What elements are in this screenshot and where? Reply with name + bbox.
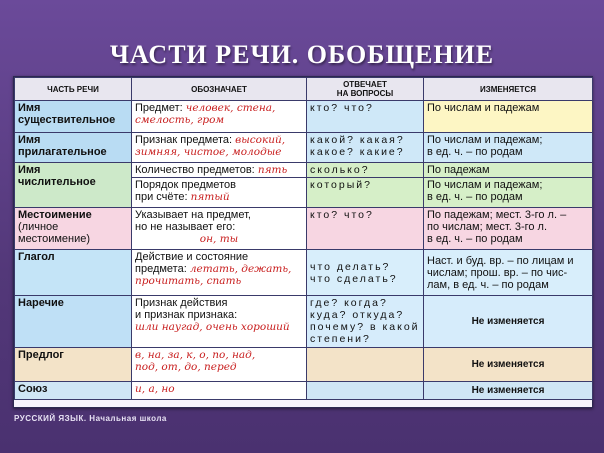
questions-preposition xyxy=(307,348,424,382)
questions-adverb: где? когда? куда? откуда? почему? в какой степени? xyxy=(307,296,424,348)
part-noun: Имя существительное xyxy=(15,101,132,133)
table-row-preposition xyxy=(15,348,593,382)
table-row-verb xyxy=(15,250,593,296)
changes-noun: По числам и падежам xyxy=(424,101,593,133)
means-pronoun: Указывает на предмет, но не называет его: он, ты xyxy=(132,208,307,250)
changes-numeral-order: По числам и падежам; в ед. ч. – по родам xyxy=(424,178,593,208)
part-preposition: Предлог xyxy=(15,348,132,382)
table-row-adjective xyxy=(15,133,593,163)
questions-noun: кто? что? xyxy=(307,101,424,133)
questions-numeral-order: который? xyxy=(307,178,424,208)
changes-pronoun: По падежам; мест. 3-го л. – по числам; мест. 3-го л. в ед. ч. – по родам xyxy=(424,208,593,250)
part-numeral: Имя числительное xyxy=(15,163,132,208)
changes-adverb: Не изменяется xyxy=(424,296,593,348)
table-header-row xyxy=(15,78,593,101)
table-row-pronoun xyxy=(15,208,593,250)
header-part: ЧАСТЬ РЕЧИ xyxy=(15,78,132,101)
part-pronoun: Местоимение (личное местоимение) xyxy=(15,208,132,250)
table-row-noun xyxy=(15,101,593,133)
questions-numeral-quantity: сколько? xyxy=(307,163,424,178)
questions-verb: что делать? что сделать? xyxy=(307,250,424,296)
means-noun: Предмет: человек, стена, смелость, гром xyxy=(132,101,307,133)
parts-of-speech-table xyxy=(13,76,593,408)
changes-numeral-quantity: По падежам xyxy=(424,163,593,178)
footer-caption: РУССКИЙ ЯЗЫК. Начальная школа xyxy=(14,414,167,423)
means-preposition: в, на, за, к, о, по, над, под, от, до, перед xyxy=(132,348,307,382)
table-row-adverb xyxy=(15,296,593,348)
part-adjective: Имя прилагательное xyxy=(15,133,132,163)
changes-conjunction: Не изменяется xyxy=(424,382,593,400)
questions-pronoun: кто? что? xyxy=(307,208,424,250)
means-numeral-quantity: Количество предметов: пять xyxy=(132,163,307,178)
means-verb: Действие и состояние предмета: летать, дежать, прочитать, спать xyxy=(132,250,307,296)
questions-adjective: какой? какая? какое? какие? xyxy=(307,133,424,163)
questions-conjunction xyxy=(307,382,424,400)
header-means: ОБОЗНАЧАЕТ xyxy=(132,78,307,101)
part-verb: Глагол xyxy=(15,250,132,296)
changes-adjective: По числам и падежам; в ед. ч. – по родам xyxy=(424,133,593,163)
changes-preposition: Не изменяется xyxy=(424,348,593,382)
part-adverb: Наречие xyxy=(15,296,132,348)
table-row-conjunction xyxy=(15,382,593,400)
changes-verb: Наст. и буд. вр. – по лицам и числам; прош. вр. – по чис- лам, в ед. ч. – по родам xyxy=(424,250,593,296)
means-adverb: Признак действия и признак признака: шли наугад, очень хороший xyxy=(132,296,307,348)
header-changes: ИЗМЕНЯЕТСЯ xyxy=(424,78,593,101)
header-answers: ОТВЕЧАЕТ НА ВОПРОСЫ xyxy=(307,78,424,101)
page-title: ЧАСТИ РЕЧИ. ОБОБЩЕНИЕ xyxy=(109,40,495,69)
means-numeral-order: Порядок предметов при счёте: пятый xyxy=(132,178,307,208)
means-adjective: Признак предмета: высокий, зимняя, чистое, молодые xyxy=(132,133,307,163)
table-row-numeral-quantity xyxy=(15,163,593,178)
means-conjunction: и, а, но xyxy=(132,382,307,400)
part-conjunction: Союз xyxy=(15,382,132,400)
